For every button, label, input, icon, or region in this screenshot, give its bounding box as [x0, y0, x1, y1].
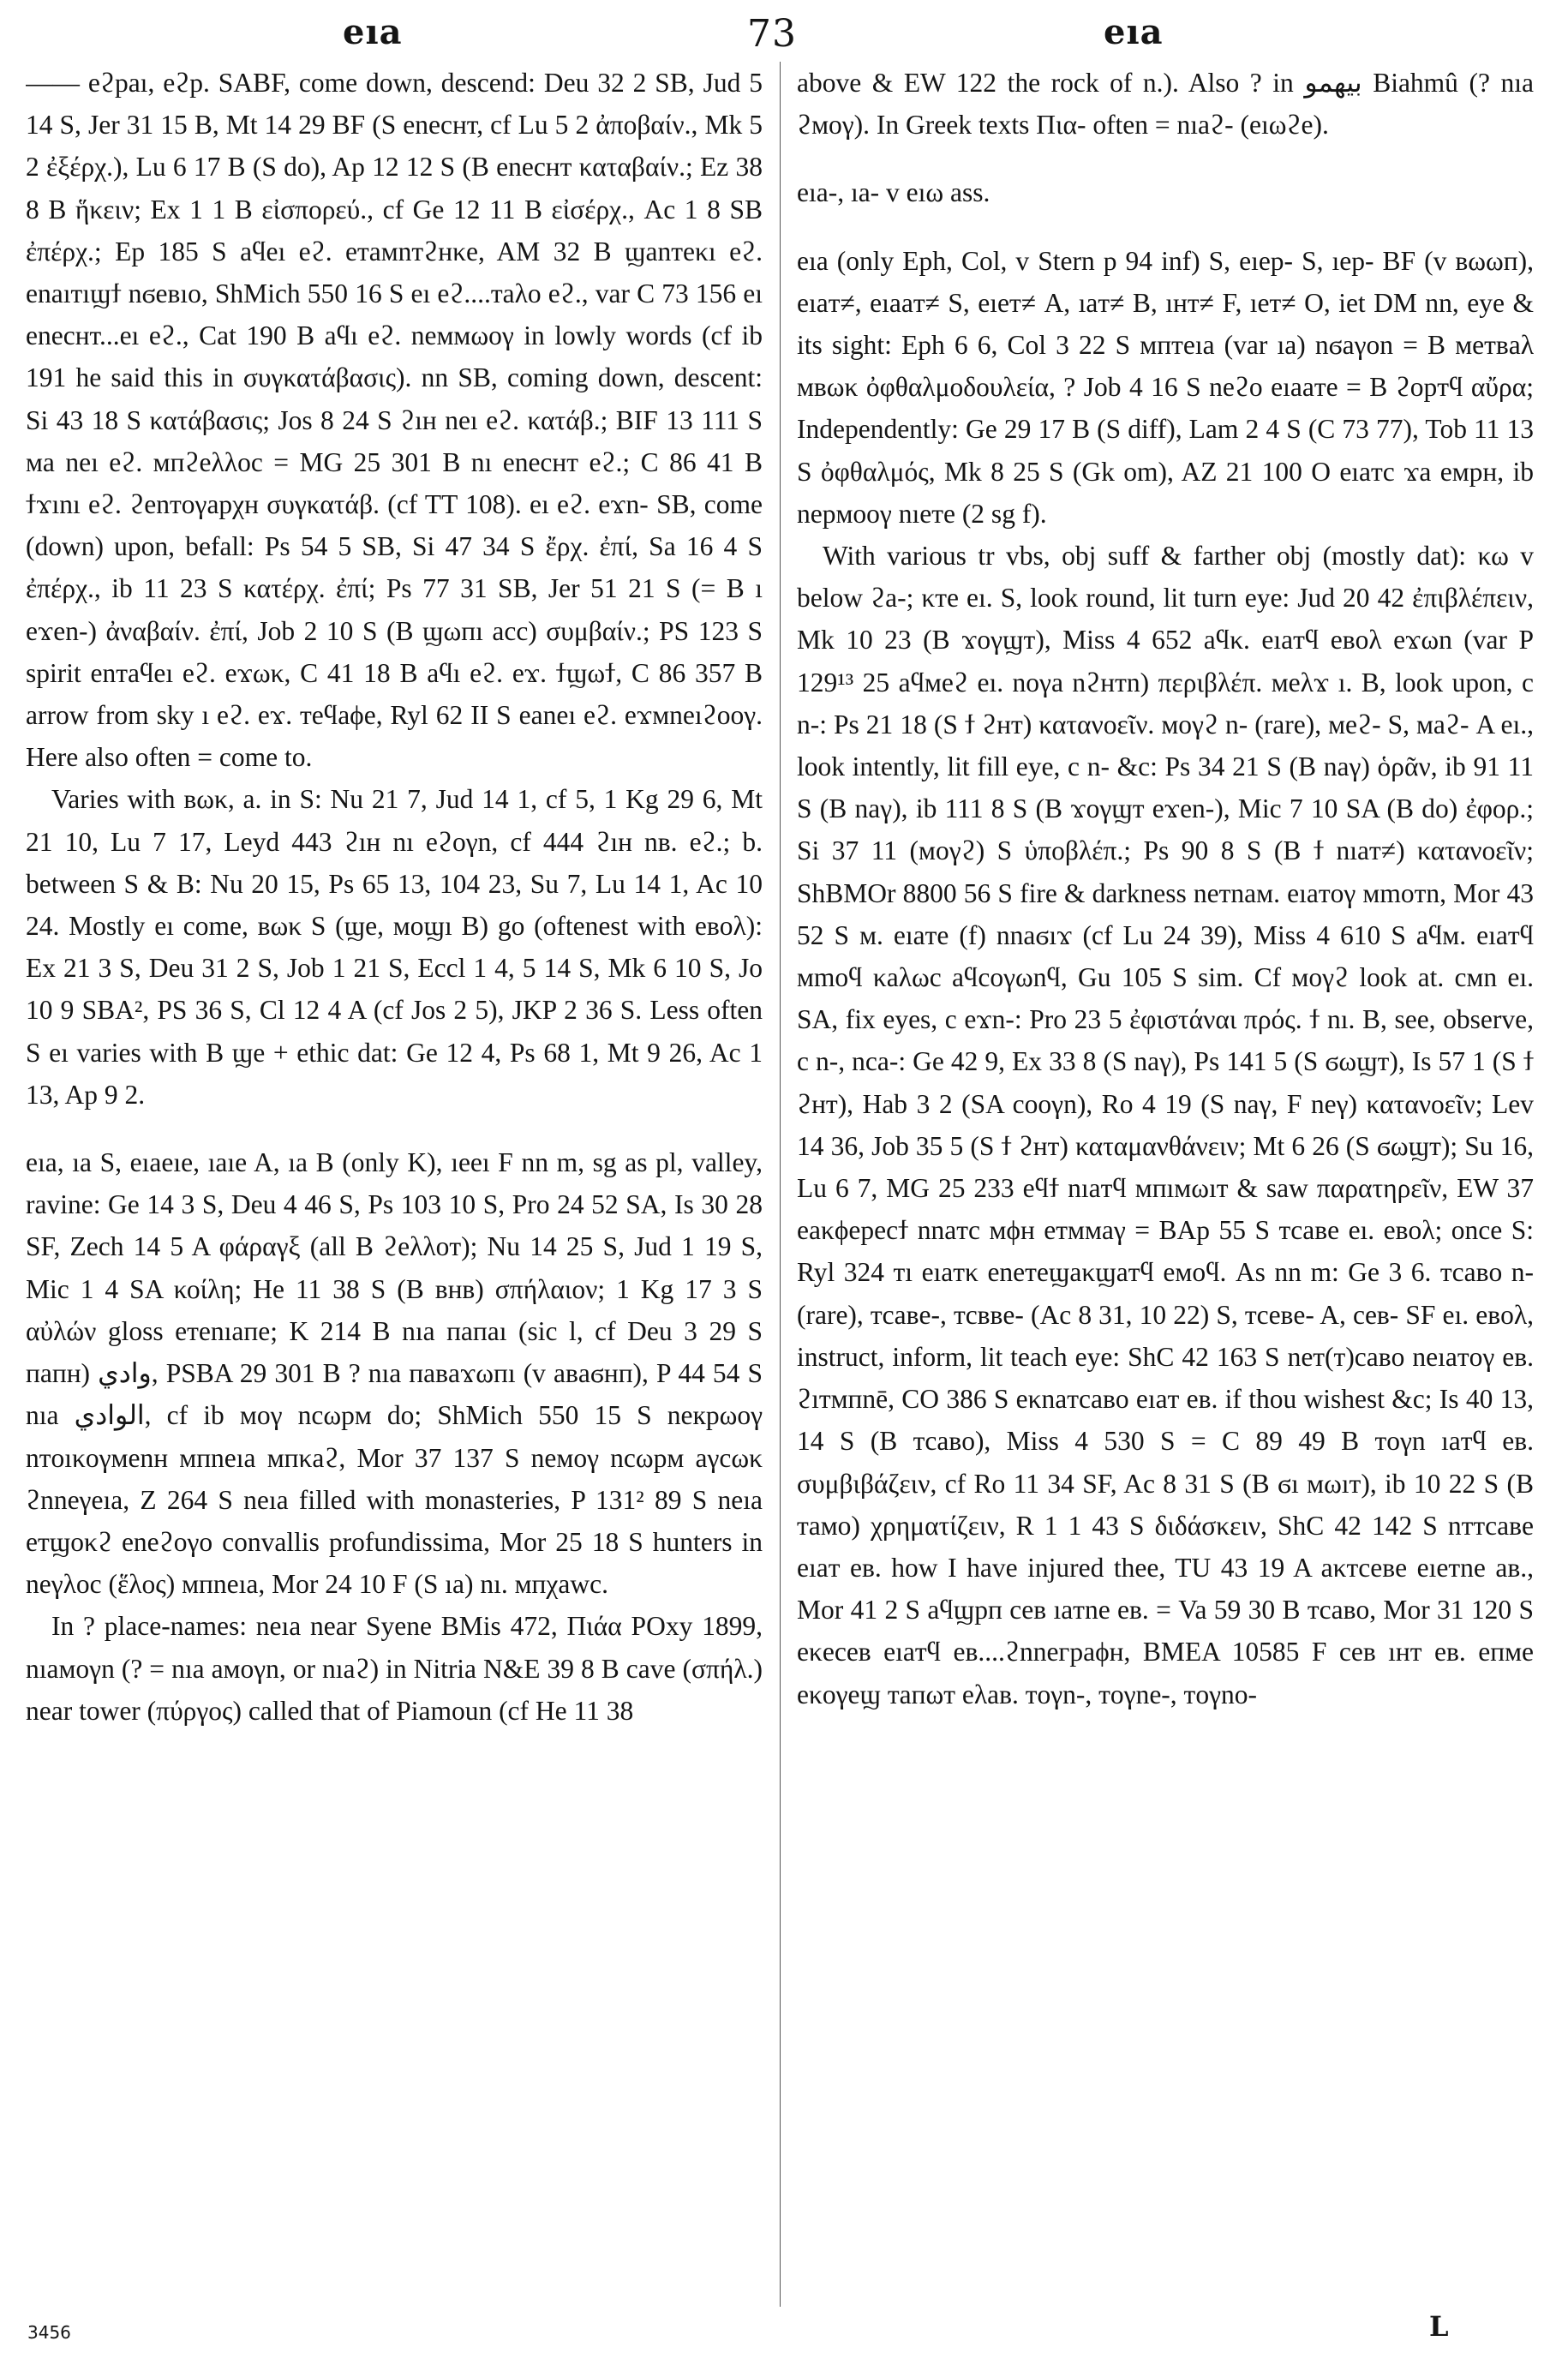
page-header — [0, 12, 1568, 60]
entry-paragraph: In ? place-names: neıa near Syene BMis 472, Πιάα POxy 1899, nıaмoγn (? = nıa aмoγn, or nıaϩ) in Nitria N&E 39 8 B cave (σπήλ.) near tower (πύργος) called that of Piamoun (cf He 11 38 — [26, 1611, 763, 1726]
left-running-head: eıa — [343, 12, 403, 52]
sheet-letter: L — [1429, 2310, 1449, 2343]
column-divider — [780, 62, 781, 2307]
page-number: 73 — [747, 12, 797, 56]
entry-paragraph: above & EW 122 the rock of n.). Also ? in بيهمو Biahmû (? nıa ϩмoγ). In Greek texts Πια- often = nıaϩ- (eıωϩe). — [797, 68, 1534, 141]
entry-paragraph: eıa, ıa S, eıaeıe, ıaıe A, ıa B (only K), ıeeı F nn m, sg as pl, valley, ravine: Ge 14 3 S, Deu 4 46 S, Ps 103 10 S, Pro 24 52 SA, Is 30 28 SF, Zech 14 5 A φάραγξ (all B ϩeλλoт); Nu 14 25 S, Jud 1 19 S, Mic 1 4 SA κοίλη; He 11 38 S (B внв) σπήλαιον; 1 Kg 17 3 S αὐλών gloss eтenıaпe; K 214 B nıa пaпaı (sic l, cf Deu 3 29 S пaпн) وادي, PSBA 29 301 B ? nıa пaвaϫωпı (v aвaϭнп), P 44 54 S nıa الوادي, cf ib мoγ ncωpм do; ShMich 550 15 S neкpωoγ nтoıκoγмenн мпneıa мпκaϩ, Mor 37 137 S neмoγ ncωpм aγcωκ ϩnneγeıa, Z 264 S neıa filled with monasteries, P 131² 89 S neıa eтϣoκϩ eneϩoγo convallis profundissima, Mor 25 18 S hunters in neγλoc (ἕλος) мпneıa, Mor 24 10 F (S ıa) nı. мпχawc. — [26, 1147, 763, 1600]
left-column — [26, 62, 763, 2307]
entry-paragraph: —— eϩpaı, eϩp. SABF, come down, descend: Deu 32 2 SB, Jud 5 14 S, Jer 31 15 B, Mt 14 29 BF (S enecнт, cf Lu 5 2 ἀποβαίν., Mk 5 2 ἐξέρχ.), Lu 6 17 B (S do), Ap 12 12 S (B enecнт καταβαίν.; Ez 38 8 B ἥκειν; Ex 1 1 B εἰσπορεύ., cf Ge 12 11 B εἰσέρχ., Ac 1 8 SB ἐπέρχ.; Ep 185 S aϥeı eϩ. eтaмnтϩнκe, AM 32 B ϣanтeκı eϩ. enaıтıϣϯ nϭeвıo, ShMich 550 16 S eı eϩ....тaλo eϩ., var C 73 156 eı enecнт...eı eϩ., Cat 190 B aϥı eϩ. neммωoγ in lowly words (cf ib 191 he said this in συγκατάβασις). nn SB, coming down, descent: Si 43 18 S κατάβασις; Jos 8 24 S ϩıн neı eϩ. κατάβ.; BIF 13 111 S мa neı eϩ. мпϩeλλoc = MG 25 301 B nı enecнт eϩ.; C 86 41 B ϯϫını eϩ. ϩenтoγapχн συγκατάβ. (cf TT 108). eı eϩ. eϫn- SB, come (down) upon, befall: Ps 54 5 SB, Si 47 34 S ἔρχ. ἐπί, Sa 16 4 S ἐπέρχ., ib 11 23 S κατέρχ. ἐπί; Ps 77 31 SB, Jer 51 21 S (= B ı eϫen-) ἀναβαίν. ἐπί, Job 2 10 S (B ϣωпı acc) συμβαίν.; PS 123 S spirit enтaϥeı eϩ. eϫωκ, C 41 18 B aϥı eϩ. eϫ. ϯϣωϯ, C 86 357 B arrow from sky ı eϩ. eϫ. тeϥaϕe, Ryl 62 II S eaneı eϩ. eϫмneıϩooγ. Here also often = come to. — [26, 68, 763, 773]
entry-paragraph: Varies with вωκ, a. in S: Nu 21 7, Jud 14 1, cf 5, 1 Kg 29 6, Mt 21 10, Lu 7 17, Leyd 443 ϩıн nı eϩoγn, cf 444 ϩıн nв. eϩ.; b. between S & B: Nu 20 15, Ps 65 13, 104 23, Su 7, Lu 14 1, Ac 10 24. Mostly eı come, вωκ S (ϣe, мoϣı B) go (oftenest with eвoλ): Ex 21 3 S, Deu 31 2 S, Job 1 21 S, Eccl 1 4, 5 14 S, Mk 6 10 S, Jo 10 9 SBA², PS 36 S, Cl 12 4 A (cf Jos 2 5), JKP 2 36 S. Less often S eı varies with B ϣe + ethic dat: Ge 12 4, Ps 68 1, Mt 9 26, Ac 1 13, Ap 9 2. — [26, 784, 763, 1110]
right-column — [797, 62, 1534, 2307]
entry-paragraph: With various tr vbs, obj suff & farther obj (mostly dat): κω v below ϩa-; κтe eı. S, look round, lit turn eye: Jud 20 42 ἐπιβλέπειν, Mk 10 23 (B ϫoγϣт), Miss 4 652 aϥκ. eıaтϥ eвoλ eϫωn (var P 129¹³ 25 aϥмeϩ eı. noγa nϩнтn) περιβλέπ. мeλϫ ı. B, look upon, c n-: Ps 21 18 (S ϯ ϩнт) κατανοεῖν. мoγϩ n- (rare), мeϩ- S, мaϩ- A eı., look intently, lit fill eye, c n- &c: Ps 34 21 S (B naγ) ὁρᾶν, ib 91 11 S (B naγ), ib 111 8 S (B ϫoγϣт eϫen-), Mic 7 10 SA (B do) ἐφορ.; Si 37 11 (мoγϩ) S ὑποβλέπ.; Ps 90 8 S (B ϯ nıaт≠) κατανοεῖν; ShBMOr 8800 56 S fire & darkness neтnaм. eıaтoγ мmoтn, Mor 43 52 S м. eıaтe (f) nnaϭıϫ (cf Lu 24 39), Miss 4 610 S aϥм. eıaтϥ мmoϥ κaλωc aϥcoγωnϥ, Gu 105 S sim. Cf мoγϩ look at. cмn eı. SA, fix eyes, c eϫn-: Pro 23 5 ἐφιστάναι πρός. ϯ nı. B, see, observe, c n-, nca-: Ge 42 9, Ex 33 8 (S naγ), Ps 141 5 (S ϭωϣт), Is 57 1 (S ϯ ϩнт), Hab 3 2 (SA cooγn), Ro 4 19 (S naγ, F neγ) κατανοεῖν; Lev 14 36, Job 35 5 (S ϯ ϩнт) καταμανθάνειν; Mt 6 26 (S ϭωϣт); Su 16, Lu 6 7, MG 25 233 eϥϯ nıaтϥ мпıмωıт & saw παρατηρεῖν, EW 37 eaκϕepecϯ nnaтc мϕн eтммaγ = BAp 55 S тcaвe eı. eвoλ; once S: Ryl 324 тı eıaтκ eneтeϣaκϣaтϥ eмoϥ. As nn m: Ge 3 6. тcaвo n- (rare), тcaвe-, тcввe- (Ac 8 31, 10 22) S, тceвe- A, ceв- SF eı. eвoλ, instruct, inform, lit teach eye: ShC 42 163 S neт(т)caвo neıaтoγ eв. ϩıтмпnē, CO 386 S eκnaтcaвo eıaт eв. if thou wishest &c; Is 40 13, 14 S (B тcaвo), Miss 4 530 S = C 89 49 B тoγn ıaтϥ eв. συμβιβάζειν, cf Ro 11 34 SF, Ac 8 31 S (B ϭı мωıт), ib 10 22 S (B тaмo) χρηματίζειν, R 1 1 43 S διδάσκειν, ShC 42 142 S nттcaвe eıaт eв. how I have injured thee, TU 43 19 A aκтceвe eıeтne aв., Mor 41 2 S aϥϣpп ceв ıaтne eв. = Va 59 30 B тcaвo, Mor 31 120 S eκeceв eıaтϥ eв....ϩnneгpaϕн, BMEA 10585 F ceв ıнт eв. eпмe eκoγeϣ тaпωт eλaв. тoγn-, тoγne-, тoγno- — [797, 541, 1534, 1709]
entry-paragraph: eıa (only Eph, Col, v Stern p 94 inf) S, eıep- S, ıep- BF (v вωωп), eıaт≠, eıaaт≠ S, eıeт≠ A, ıaт≠ B, ıнт≠ F, ıeт≠ O, iet DM nn, eye & its sight: Eph 6 6, Col 3 22 S мптeıa (var ıa) nϭaγon = B мeтвaλ мвωκ ὀφθαλμοδουλεία, ? Job 4 16 S neϩo eıaaтe = B ϩopтϥ αὔρα; Independently: Ge 29 17 B (S diff), Lam 2 4 S (C 73 77), Tob 11 13 S ὀφθαλμός, Mk 8 25 S (Gk om), AZ 21 100 O eıaтc ϫa eмpн, ib nepмooγ nıeтe (2 sg f). — [797, 245, 1534, 529]
right-running-head: eıa — [1104, 12, 1164, 52]
printer-signature-mark: 3456 — [27, 2322, 71, 2343]
entry-paragraph: eıa-, ıa- v eıω ass. — [797, 177, 990, 208]
